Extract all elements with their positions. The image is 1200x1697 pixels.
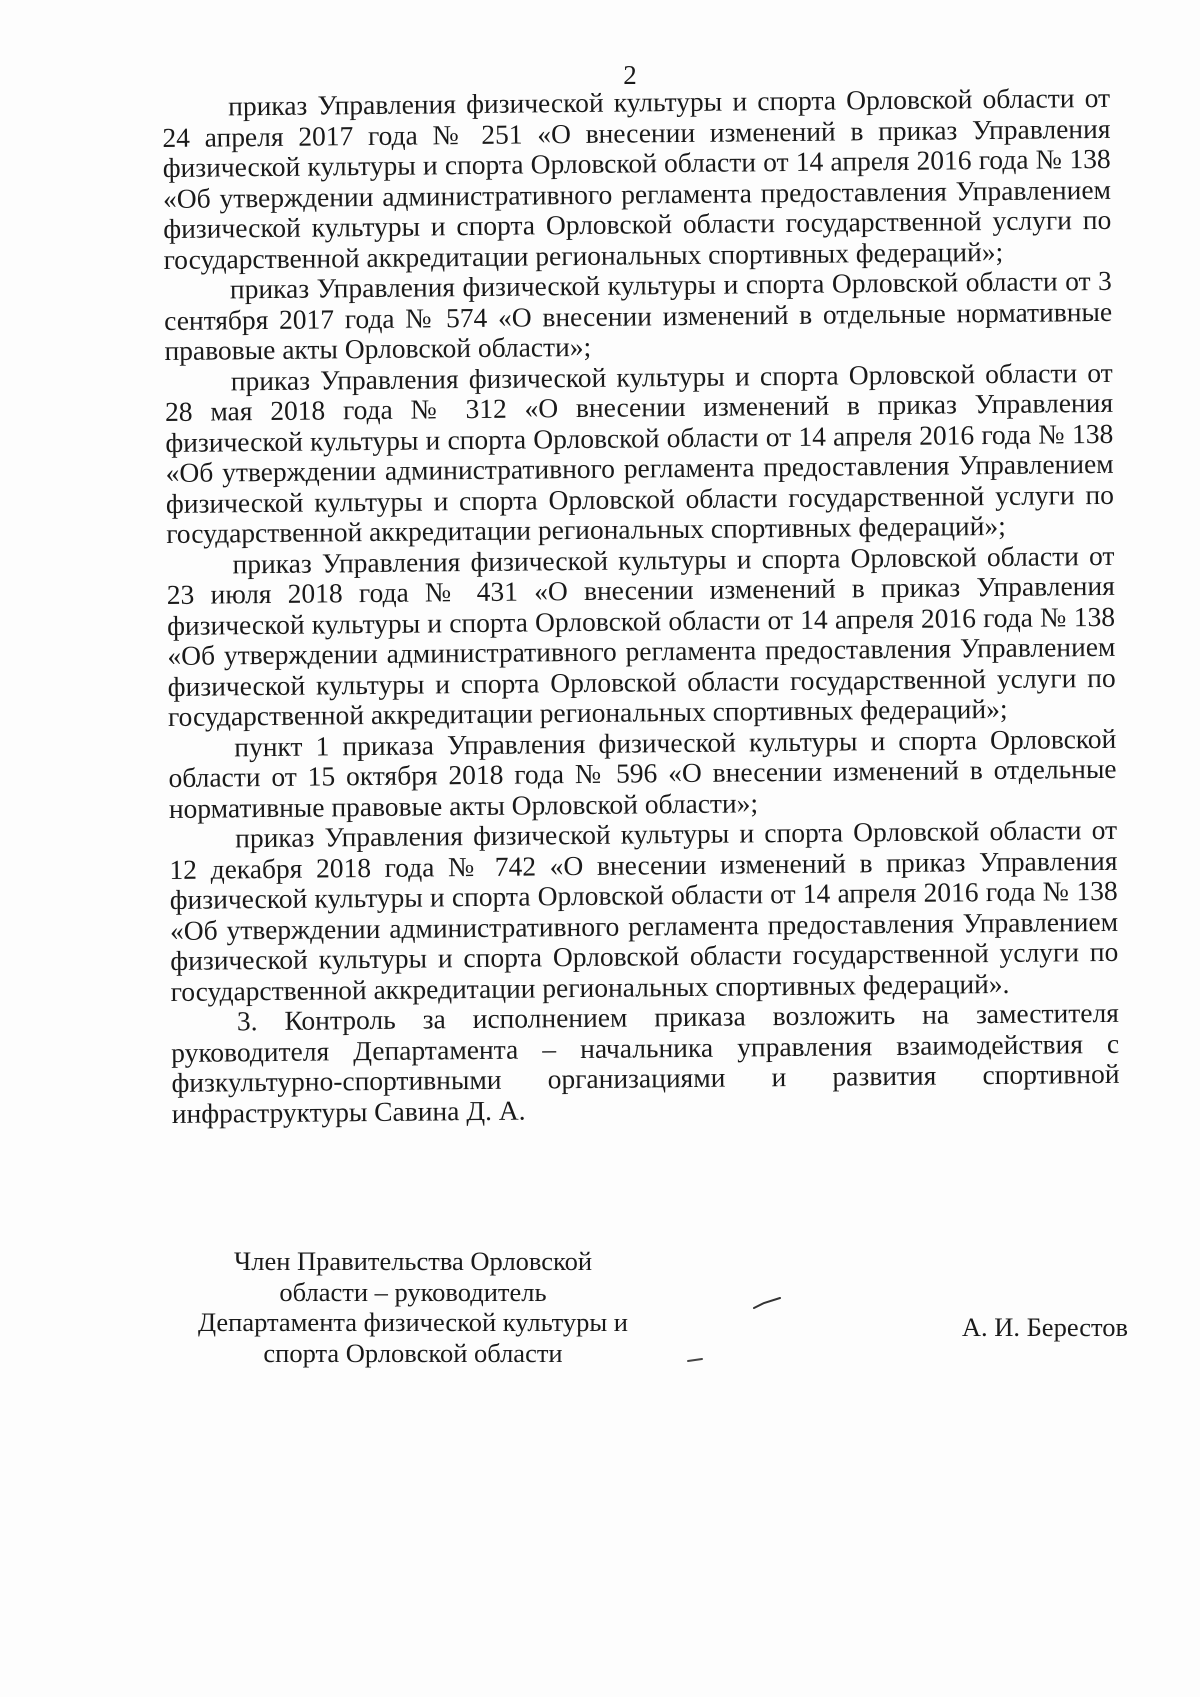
signer-position-title: Член Правительства Орловской области – руководитель Департамента физической культуры и спорта Орловской области	[197, 1246, 628, 1368]
document-body	[162, 83, 1120, 1129]
signature-pen-dot	[686, 1356, 704, 1364]
signature-block	[0, 1246, 1200, 1396]
paragraph-order-312: приказ Управления физической культуры и спорта Орловской области от 28 мая 2018 года № 312 «О внесении изменений в приказ Управления физической культуры и спорта Орловской области от 14 апреля 2016 года № 138 «Об утверждении административного регламента предоставления Управлением физической культуры и спорта Орловской области государственной услуги по государственной аккредитации региональных спортивных федераций»;	[164, 356, 1115, 549]
signer-name: А. И. Берестов	[961, 1312, 1128, 1342]
paragraph-control-clause: 3. Контроль за исполнением приказа возложить на заместителя руководителя Департамента – начальника управления взаимодействия с физкультурно-спортивными организациями и развития спортивной инфраструктуры Савина Д. А.	[171, 996, 1120, 1129]
signature-pen-stroke	[752, 1296, 782, 1310]
paragraph-order-742: приказ Управления физической культуры и спорта Орловской области от 12 декабря 2018 года № 742 «О внесении изменений в приказ Управления физической культуры и спорта Орловской области от 14 апреля 2016 года № 138 «Об утверждении административного регламента предоставления Управлением физической культуры и спорта Орловской области государственной услуги по государственной аккредитации региональных спортивных федераций».	[169, 813, 1119, 1007]
paragraph-order-251: приказ Управления физической культуры и спорта Орловской области от 24 апреля 2017 года № 251 «О внесении изменений в приказ Управления физической культуры и спорта Орловской области от 14 апреля 2016 года № 138 «Об утверждении административного регламента предоставления Управлением физической культуры и спорта Орловской области государственной услуги по государственной аккредитации региональных спортивных федераций»;	[162, 81, 1112, 275]
paragraph-order-431: приказ Управления физической культуры и спорта Орловской области от 23 июля 2018 года № 431 «О внесении изменений в приказ Управления физической культуры и спорта Орловской области от 14 апреля 2016 года № 138 «Об утверждении административного регламента предоставления Управлением физической культуры и спорта Орловской области государственной услуги по государственной аккредитации региональных спортивных федераций»;	[166, 539, 1116, 732]
paragraph-order-596: пункт 1 приказа Управления физической культуры и спорта Орловской области от 15 октября 2018 года № 596 «О внесении изменений в отдельные нормативные правовые акты Орловской области»;	[168, 722, 1117, 824]
paragraph-order-574: приказ Управления физической культуры и спорта Орловской области от 3 сентября 2017 года № 574 «О внесении изменений в отдельные нормативные правовые акты Орловской области»;	[164, 264, 1113, 366]
page-number: 2	[623, 60, 637, 90]
